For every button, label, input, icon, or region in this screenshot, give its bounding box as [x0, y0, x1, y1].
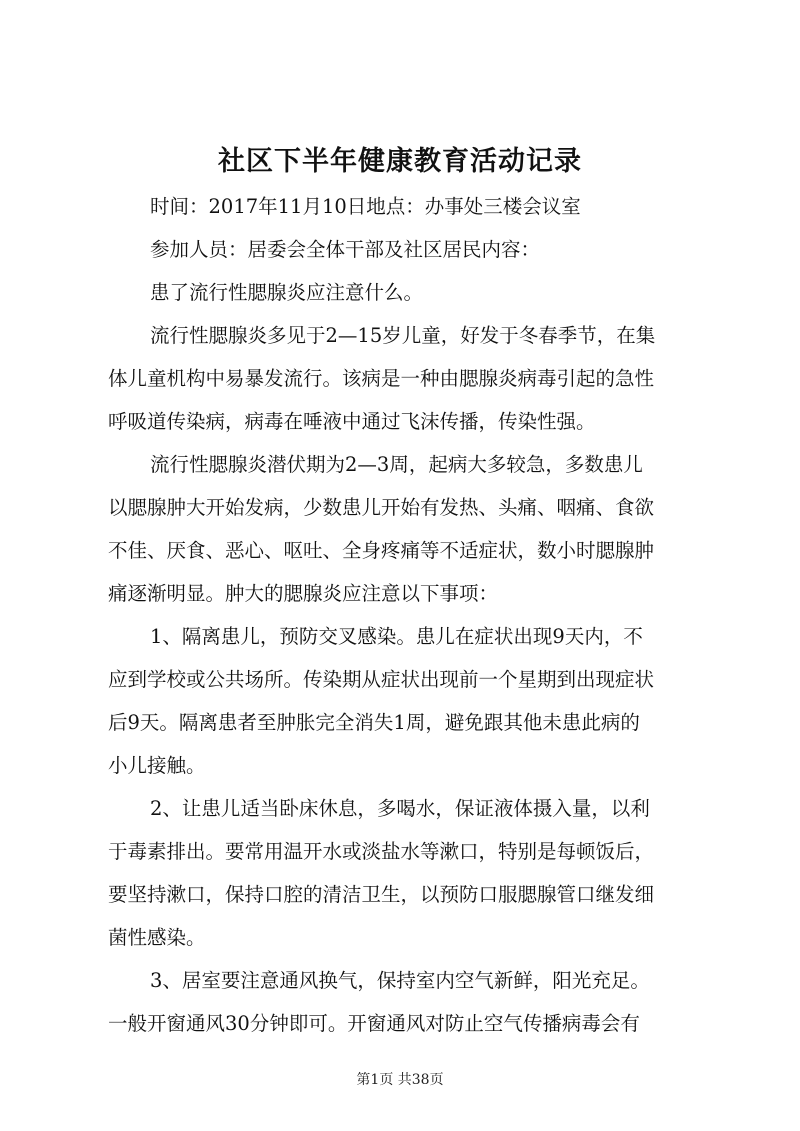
body-line: 以腮腺肿大开始发病，少数患儿开始有发热、头痛、咽痛、食欲	[108, 496, 655, 519]
meeting-time-location-line: 时间：2017年11月10日地点：办事处三楼会议室	[150, 195, 581, 218]
body-line: 后9天。隔离患者至肿胀完全消失1周，避免跟其他未患此病的	[108, 711, 640, 734]
body-line: 流行性腮腺炎潜伏期为2—3周，起病大多较急，多数患儿	[150, 453, 643, 476]
body-line: 菌性感染。	[108, 926, 206, 949]
body-line: 痛逐渐明显。肿大的腮腺炎应注意以下事项：	[108, 582, 499, 605]
body-line: 小儿接触。	[108, 754, 206, 777]
body-line: 于毒素排出。要常用温开水或淡盐水等漱口，特别是每顿饭后，	[108, 840, 655, 863]
body-line: 不佳、厌食、恶心、呕吐、全身疼痛等不适症状，数小时腮腺肿	[108, 539, 655, 562]
body-line: 要坚持漱口，保持口腔的清洁卫生，以预防口服腮腺管口继发细	[108, 883, 655, 906]
body-line: 流行性腮腺炎多见于2—15岁儿童，好发于冬春季节，在集	[150, 324, 656, 347]
body-line: 应到学校或公共场所。传染期从症状出现前一个星期到出现症状	[108, 668, 655, 691]
body-line: 体儿童机构中易暴发流行。该病是一种由腮腺炎病毒引起的急性	[108, 367, 655, 390]
page-number: 第1页 共38页	[356, 1072, 444, 1088]
body-line: 3、居室要注意通风换气，保持室内空气新鲜，阳光充足。	[150, 969, 650, 992]
document-title: 社区下半年健康教育活动记录	[218, 146, 582, 177]
topic-line: 患了流行性腮腺炎应注意什么。	[150, 281, 424, 304]
body-line: 2、让患儿适当卧床休息，多喝水，保证液体摄入量，以利	[150, 797, 650, 820]
body-line: 1、隔离患儿，预防交叉感染。患儿在症状出现9天内，不	[150, 625, 643, 648]
body-line: 呼吸道传染病，病毒在唾液中通过飞沫传播，传染性强。	[108, 410, 596, 433]
body-line: 一般开窗通风30分钟即可。开窗通风对防止空气传播病毒会有	[108, 1012, 640, 1035]
participants-line: 参加人员：居委会全体干部及社区居民内容：	[150, 238, 541, 261]
